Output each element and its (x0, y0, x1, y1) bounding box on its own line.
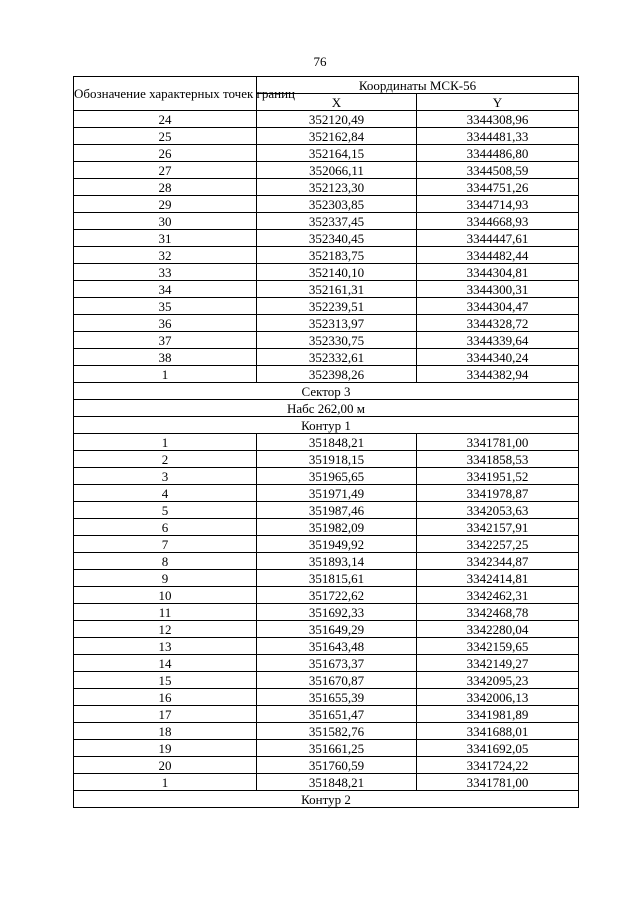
page-number: 76 (313, 54, 327, 69)
point-number: 30 (74, 213, 257, 230)
section-row (74, 417, 579, 434)
table-row (74, 315, 579, 332)
y-coordinate: 3344382,94 (417, 366, 579, 383)
x-coordinate: 351643,48 (257, 638, 417, 655)
section-label: Контур 1 (74, 417, 579, 434)
table-row (74, 111, 579, 128)
point-number: 34 (74, 281, 257, 298)
point-number: 24 (74, 111, 257, 128)
table-row (74, 553, 579, 570)
y-coordinate: 3341978,87 (417, 485, 579, 502)
point-number: 27 (74, 162, 257, 179)
header-x: X (257, 94, 417, 111)
point-number: 25 (74, 128, 257, 145)
section-row (74, 791, 579, 808)
table-row (74, 621, 579, 638)
x-coordinate: 352162,84 (257, 128, 417, 145)
y-coordinate: 3344308,96 (417, 111, 579, 128)
table-row (74, 485, 579, 502)
y-coordinate: 3344714,93 (417, 196, 579, 213)
table-row (74, 298, 579, 315)
x-coordinate: 351848,21 (257, 434, 417, 451)
table-row (74, 757, 579, 774)
table-row (74, 196, 579, 213)
x-coordinate: 351965,65 (257, 468, 417, 485)
point-number: 1 (74, 774, 257, 791)
section-label: Набс 262,00 м (74, 400, 579, 417)
x-coordinate: 351692,33 (257, 604, 417, 621)
table-row (74, 145, 579, 162)
x-coordinate: 351987,46 (257, 502, 417, 519)
x-coordinate: 351655,39 (257, 689, 417, 706)
header-point-label: Обозначение характерных точек границ (74, 77, 257, 111)
section-row (74, 400, 579, 417)
y-coordinate: 3342053,63 (417, 502, 579, 519)
point-number: 31 (74, 230, 257, 247)
table-row (74, 672, 579, 689)
point-number: 14 (74, 655, 257, 672)
section-row (74, 383, 579, 400)
point-number: 7 (74, 536, 257, 553)
point-number: 29 (74, 196, 257, 213)
point-number: 8 (74, 553, 257, 570)
table-row (74, 230, 579, 247)
point-number: 36 (74, 315, 257, 332)
point-number: 6 (74, 519, 257, 536)
header-coordinates: Координаты МСК-56 (257, 77, 579, 94)
x-coordinate: 351661,25 (257, 740, 417, 757)
table-row (74, 604, 579, 621)
x-coordinate: 351893,14 (257, 553, 417, 570)
y-coordinate: 3341781,00 (417, 434, 579, 451)
point-number: 19 (74, 740, 257, 757)
y-coordinate: 3344340,24 (417, 349, 579, 366)
x-coordinate: 352120,49 (257, 111, 417, 128)
x-coordinate: 352313,97 (257, 315, 417, 332)
table-header (74, 77, 579, 111)
y-coordinate: 3344508,59 (417, 162, 579, 179)
y-coordinate: 3342149,27 (417, 655, 579, 672)
table-row (74, 128, 579, 145)
x-coordinate: 352332,61 (257, 349, 417, 366)
point-number: 1 (74, 434, 257, 451)
table-row (74, 179, 579, 196)
y-coordinate: 3344304,47 (417, 298, 579, 315)
y-coordinate: 3342157,91 (417, 519, 579, 536)
y-coordinate: 3342414,81 (417, 570, 579, 587)
table-body (74, 111, 579, 808)
table-row (74, 587, 579, 604)
x-coordinate: 352123,30 (257, 179, 417, 196)
y-coordinate: 3341858,53 (417, 451, 579, 468)
y-coordinate: 3344447,61 (417, 230, 579, 247)
y-coordinate: 3344486,80 (417, 145, 579, 162)
table-row (74, 162, 579, 179)
table-row (74, 774, 579, 791)
x-coordinate: 352398,26 (257, 366, 417, 383)
table-row (74, 740, 579, 757)
x-coordinate: 351982,09 (257, 519, 417, 536)
y-coordinate: 3341692,05 (417, 740, 579, 757)
x-coordinate: 351949,92 (257, 536, 417, 553)
y-coordinate: 3342159,65 (417, 638, 579, 655)
point-number: 12 (74, 621, 257, 638)
y-coordinate: 3342006,13 (417, 689, 579, 706)
point-number: 16 (74, 689, 257, 706)
table-row (74, 570, 579, 587)
table-row (74, 213, 579, 230)
point-number: 5 (74, 502, 257, 519)
y-coordinate: 3341981,89 (417, 706, 579, 723)
table-row (74, 638, 579, 655)
x-coordinate: 351815,61 (257, 570, 417, 587)
point-number: 17 (74, 706, 257, 723)
table-row (74, 264, 579, 281)
section-label: Сектор 3 (74, 383, 579, 400)
point-number: 2 (74, 451, 257, 468)
table-row (74, 281, 579, 298)
x-coordinate: 352303,85 (257, 196, 417, 213)
point-number: 33 (74, 264, 257, 281)
y-coordinate: 3341781,00 (417, 774, 579, 791)
y-coordinate: 3341688,01 (417, 723, 579, 740)
x-coordinate: 351722,62 (257, 587, 417, 604)
point-number: 26 (74, 145, 257, 162)
point-number: 32 (74, 247, 257, 264)
x-coordinate: 352183,75 (257, 247, 417, 264)
table-row (74, 451, 579, 468)
point-number: 3 (74, 468, 257, 485)
x-coordinate: 351673,37 (257, 655, 417, 672)
x-coordinate: 351582,76 (257, 723, 417, 740)
x-coordinate: 352066,11 (257, 162, 417, 179)
table-row (74, 519, 579, 536)
y-coordinate: 3341724,22 (417, 757, 579, 774)
point-number: 18 (74, 723, 257, 740)
point-number: 35 (74, 298, 257, 315)
y-coordinate: 3342095,23 (417, 672, 579, 689)
x-coordinate: 351760,59 (257, 757, 417, 774)
table-row (74, 706, 579, 723)
x-coordinate: 351651,47 (257, 706, 417, 723)
y-coordinate: 3344304,81 (417, 264, 579, 281)
point-number: 9 (74, 570, 257, 587)
x-coordinate: 351971,49 (257, 485, 417, 502)
y-coordinate: 3344482,44 (417, 247, 579, 264)
y-coordinate: 3344328,72 (417, 315, 579, 332)
table-row (74, 349, 579, 366)
x-coordinate: 351848,21 (257, 774, 417, 791)
table-row (74, 536, 579, 553)
point-number: 4 (74, 485, 257, 502)
y-coordinate: 3344300,31 (417, 281, 579, 298)
table-row (74, 468, 579, 485)
point-number: 28 (74, 179, 257, 196)
section-label: Контур 2 (74, 791, 579, 808)
y-coordinate: 3342468,78 (417, 604, 579, 621)
y-coordinate: 3342462,31 (417, 587, 579, 604)
x-coordinate: 352330,75 (257, 332, 417, 349)
coordinates-table (73, 76, 579, 808)
y-coordinate: 3342280,04 (417, 621, 579, 638)
table-row (74, 332, 579, 349)
table-row (74, 689, 579, 706)
x-coordinate: 352164,15 (257, 145, 417, 162)
table-row (74, 366, 579, 383)
x-coordinate: 351670,87 (257, 672, 417, 689)
x-coordinate: 352239,51 (257, 298, 417, 315)
y-coordinate: 3342344,87 (417, 553, 579, 570)
x-coordinate: 352340,45 (257, 230, 417, 247)
x-coordinate: 351918,15 (257, 451, 417, 468)
y-coordinate: 3344481,33 (417, 128, 579, 145)
point-number: 13 (74, 638, 257, 655)
x-coordinate: 352140,10 (257, 264, 417, 281)
header-y: Y (417, 94, 579, 111)
point-number: 37 (74, 332, 257, 349)
point-number: 38 (74, 349, 257, 366)
point-number: 1 (74, 366, 257, 383)
x-coordinate: 352161,31 (257, 281, 417, 298)
table-row (74, 247, 579, 264)
x-coordinate: 351649,29 (257, 621, 417, 638)
point-number: 20 (74, 757, 257, 774)
table-row (74, 723, 579, 740)
y-coordinate: 3344339,64 (417, 332, 579, 349)
table-row (74, 434, 579, 451)
y-coordinate: 3344751,26 (417, 179, 579, 196)
point-number: 15 (74, 672, 257, 689)
table-row (74, 655, 579, 672)
point-number: 11 (74, 604, 257, 621)
y-coordinate: 3344668,93 (417, 213, 579, 230)
y-coordinate: 3342257,25 (417, 536, 579, 553)
table-row (74, 502, 579, 519)
x-coordinate: 352337,45 (257, 213, 417, 230)
y-coordinate: 3341951,52 (417, 468, 579, 485)
point-number: 10 (74, 587, 257, 604)
